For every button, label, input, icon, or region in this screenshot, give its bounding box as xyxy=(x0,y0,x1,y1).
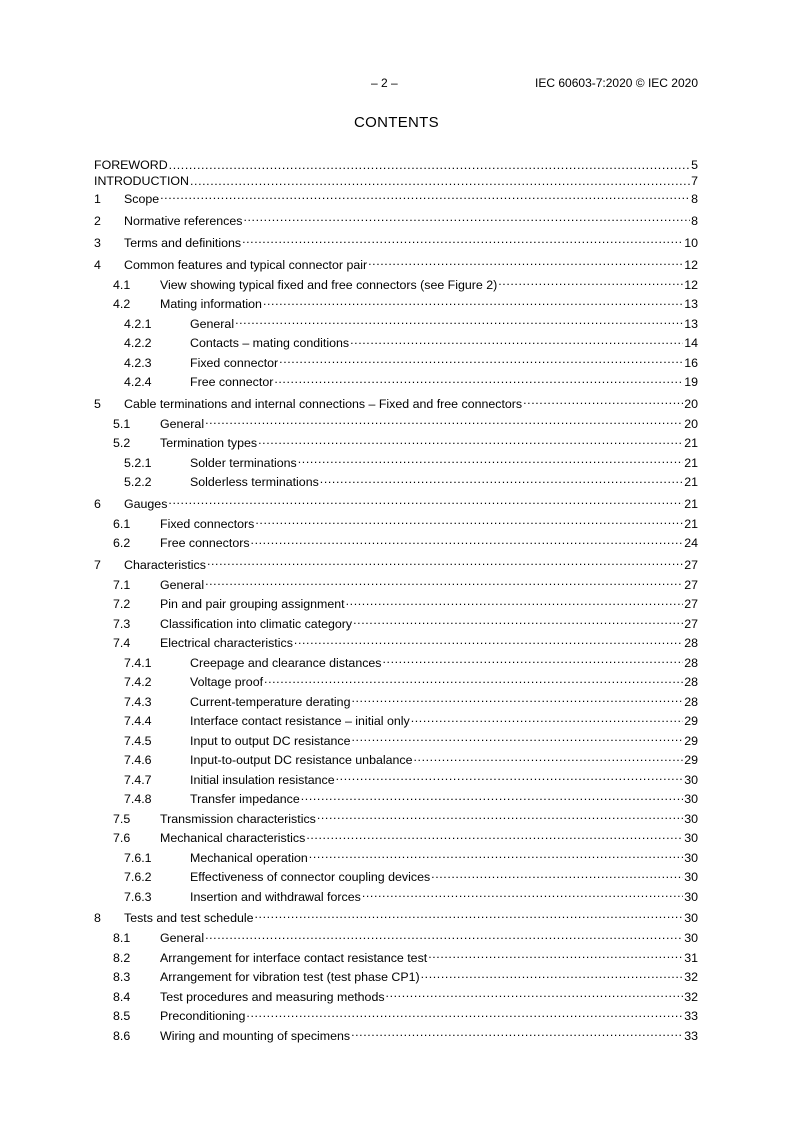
toc-dot-leader xyxy=(523,395,683,407)
toc-entry-title: General xyxy=(160,416,205,431)
toc-entry-title: Creepage and clearance distances xyxy=(190,655,382,670)
toc-entry-title: INTRODUCTION xyxy=(94,173,189,188)
toc-entry-page: 13 xyxy=(684,297,698,312)
toc-entry-number: 8.4 xyxy=(113,989,131,1004)
toc-entry[interactable] xyxy=(94,295,698,315)
toc-entry-page: 30 xyxy=(684,850,698,865)
toc-entry-title: Initial insulation resistance xyxy=(190,772,335,787)
toc-entry-number: 6.2 xyxy=(113,536,131,551)
toc-entry-page: 30 xyxy=(684,911,698,926)
toc-entry[interactable] xyxy=(94,712,698,732)
toc-entry-page: 33 xyxy=(684,1028,698,1043)
toc-entry-number: 6.1 xyxy=(113,516,131,531)
toc-entry[interactable] xyxy=(94,968,698,988)
toc-entry-title: View showing typical fixed and free connectors (see Figure 2) xyxy=(160,277,498,292)
toc-entry-title: Solderless terminations xyxy=(190,475,319,490)
toc-dot-leader xyxy=(428,949,683,961)
toc-entry-page: 7 xyxy=(691,173,698,188)
toc-entry-page: 21 xyxy=(684,516,698,531)
toc-entry-number: 7.4.7 xyxy=(124,772,152,787)
toc-entry[interactable] xyxy=(94,232,698,254)
toc-entry[interactable] xyxy=(94,615,698,635)
toc-entry-number: 1 xyxy=(94,191,101,206)
toc-entry-number: 4.2.1 xyxy=(124,316,152,331)
toc-entry-title: Arrangement for vibration test (test phase CP1) xyxy=(160,970,420,985)
toc-dot-leader xyxy=(351,732,683,744)
toc-dot-leader xyxy=(243,212,690,224)
toc-entry-number: 8.6 xyxy=(113,1028,131,1043)
toc-dot-leader xyxy=(301,791,683,803)
toc-entry-number: 7.4.1 xyxy=(124,655,152,670)
toc-dot-leader xyxy=(160,190,690,202)
toc-entry-page: 5 xyxy=(691,158,698,173)
toc-entry[interactable] xyxy=(94,888,698,908)
page-number: – 2 – xyxy=(371,76,398,90)
toc-entry[interactable] xyxy=(94,210,698,232)
toc-entry-title: Contacts – mating conditions xyxy=(190,336,350,351)
toc-entry-number: 5 xyxy=(94,396,101,411)
toc-entry[interactable] xyxy=(94,172,698,187)
toc-dot-leader xyxy=(169,157,690,169)
toc-dot-leader xyxy=(320,474,683,486)
toc-entry-title: Interface contact resistance – initial only xyxy=(190,714,410,729)
toc-entry-number: 7.6.2 xyxy=(124,870,152,885)
toc-entry[interactable] xyxy=(94,810,698,830)
toc-entry-title: Current-temperature derating xyxy=(190,694,351,709)
toc-entry-number: 2 xyxy=(94,213,101,228)
toc-dot-leader xyxy=(255,910,684,922)
toc-entry[interactable] xyxy=(94,988,698,1008)
toc-entry-page: 21 xyxy=(684,455,698,470)
toc-entry-page: 20 xyxy=(684,396,698,411)
toc-entry-title: General xyxy=(190,316,235,331)
toc-entry[interactable] xyxy=(94,654,698,674)
toc-entry-page: 30 xyxy=(684,772,698,787)
toc-entry-page: 29 xyxy=(684,733,698,748)
toc-entry[interactable] xyxy=(94,595,698,615)
toc-dot-leader xyxy=(258,435,683,447)
toc-dot-leader xyxy=(263,296,683,308)
toc-entry-page: 27 xyxy=(684,577,698,592)
toc-entry[interactable] xyxy=(94,751,698,771)
toc-entry-title: Input-to-output DC resistance unbalance xyxy=(190,753,413,768)
toc-dot-leader xyxy=(205,930,683,942)
toc-entry-page: 30 xyxy=(684,831,698,846)
toc-dot-leader xyxy=(353,615,683,627)
toc-entry[interactable] xyxy=(94,790,698,810)
toc-entry-page: 12 xyxy=(684,257,698,272)
toc-dot-leader xyxy=(336,771,684,783)
toc-entry-number: 7.4.5 xyxy=(124,733,152,748)
toc-entry-title: Normative references xyxy=(124,213,243,228)
toc-entry[interactable] xyxy=(94,634,698,654)
toc-entry[interactable] xyxy=(94,554,698,576)
toc-entry-page: 19 xyxy=(684,375,698,390)
toc-entry-page: 28 xyxy=(684,675,698,690)
toc-entry-number: 8.1 xyxy=(113,931,131,946)
toc-entry-number: 4 xyxy=(94,257,101,272)
toc-dot-leader xyxy=(362,888,683,900)
toc-entry[interactable] xyxy=(94,454,698,474)
toc-entry-title: Tests and test schedule xyxy=(124,911,254,926)
toc-dot-leader xyxy=(207,556,683,568)
toc-entry-title: Input to output DC resistance xyxy=(190,733,351,748)
toc-entry[interactable] xyxy=(94,415,698,435)
toc-entry-page: 28 xyxy=(684,636,698,651)
toc-entry[interactable] xyxy=(94,188,698,210)
toc-entry-page: 27 xyxy=(684,597,698,612)
toc-entry-page: 32 xyxy=(684,989,698,1004)
toc-entry[interactable] xyxy=(94,493,698,515)
toc-entry-number: 8 xyxy=(94,911,101,926)
toc-entry-title: Free connectors xyxy=(160,536,250,551)
toc-entry[interactable] xyxy=(94,576,698,596)
toc-entry[interactable] xyxy=(94,334,698,354)
toc-entry-title: Arrangement for interface contact resistance test xyxy=(160,950,428,965)
toc-entry-page: 21 xyxy=(684,436,698,451)
toc-entry-number: 4.1 xyxy=(113,277,131,292)
toc-entry-title: Electrical characteristics xyxy=(160,636,293,651)
toc-entry[interactable] xyxy=(94,693,698,713)
toc-entry-title: Effectiveness of connector coupling devices xyxy=(190,870,431,885)
toc-entry-page: 30 xyxy=(684,889,698,904)
toc-entry-page: 16 xyxy=(684,355,698,370)
toc-entry-number: 4.2.2 xyxy=(124,336,152,351)
toc-entry[interactable] xyxy=(94,354,698,374)
toc-entry-number: 5.1 xyxy=(113,416,131,431)
toc-dot-leader xyxy=(413,752,683,764)
toc-entry-page: 27 xyxy=(684,616,698,631)
toc-entry[interactable] xyxy=(94,1007,698,1027)
toc-dot-leader xyxy=(309,849,683,861)
toc-entry-number: 4.2 xyxy=(113,297,131,312)
toc-entry[interactable] xyxy=(94,929,698,949)
toc-dot-leader xyxy=(264,674,683,686)
toc-entry-number: 7.4.6 xyxy=(124,753,152,768)
toc-entry-page: 12 xyxy=(684,277,698,292)
toc-entry-page: 21 xyxy=(684,496,698,511)
toc-entry-number: 7 xyxy=(94,557,101,572)
toc-entry-page: 30 xyxy=(684,811,698,826)
toc-dot-leader xyxy=(350,335,683,347)
toc-entry-number: 7.6.3 xyxy=(124,889,152,904)
toc-dot-leader xyxy=(351,1027,683,1039)
toc-dot-leader xyxy=(421,969,684,981)
toc-entry[interactable] xyxy=(94,673,698,693)
toc-entry-page: 8 xyxy=(691,213,698,228)
toc-entry-page: 8 xyxy=(691,191,698,206)
toc-entry-title: Insertion and withdrawal forces xyxy=(190,889,361,904)
toc-entry-title: Fixed connectors xyxy=(160,516,255,531)
toc-entry-page: 27 xyxy=(684,557,698,572)
toc-dot-leader xyxy=(498,276,683,288)
toc-dot-leader xyxy=(294,635,683,647)
table-of-contents xyxy=(94,157,698,1046)
toc-entry-title: General xyxy=(160,577,205,592)
toc-dot-leader xyxy=(168,495,683,507)
toc-entry-number: 7.4.4 xyxy=(124,714,152,729)
toc-entry[interactable] xyxy=(94,907,698,929)
toc-dot-leader xyxy=(190,172,690,184)
toc-entry-page: 28 xyxy=(684,694,698,709)
toc-entry-number: 7.4.3 xyxy=(124,694,152,709)
toc-entry-number: 5.2.2 xyxy=(124,475,152,490)
toc-entry[interactable] xyxy=(94,434,698,454)
toc-dot-leader xyxy=(383,654,684,666)
toc-entry-number: 4.2.3 xyxy=(124,355,152,370)
toc-entry-page: 30 xyxy=(684,931,698,946)
toc-dot-leader xyxy=(274,374,683,386)
toc-entry-page: 21 xyxy=(684,475,698,490)
toc-entry-number: 7.3 xyxy=(113,616,131,631)
toc-entry-title: Mechanical characteristics xyxy=(160,831,306,846)
toc-entry[interactable] xyxy=(94,515,698,535)
toc-entry-page: 24 xyxy=(684,536,698,551)
toc-entry-number: 5.2.1 xyxy=(124,455,152,470)
toc-entry-title: Wiring and mounting of specimens xyxy=(160,1028,351,1043)
toc-entry[interactable] xyxy=(94,868,698,888)
toc-entry-title: Solder terminations xyxy=(190,455,297,470)
page-title: CONTENTS xyxy=(354,114,439,131)
toc-entry[interactable] xyxy=(94,1027,698,1047)
toc-entry[interactable] xyxy=(94,849,698,869)
toc-entry-title: Classification into climatic category xyxy=(160,616,353,631)
toc-dot-leader xyxy=(317,810,683,822)
toc-dot-leader xyxy=(368,256,683,268)
toc-dot-leader xyxy=(306,830,683,842)
toc-dot-leader xyxy=(386,988,684,1000)
toc-entry[interactable] xyxy=(94,393,698,415)
toc-entry-page: 28 xyxy=(684,655,698,670)
toc-dot-leader xyxy=(255,515,683,527)
toc-entry-title: Voltage proof xyxy=(190,675,264,690)
toc-entry-title: Fixed connector xyxy=(190,355,279,370)
toc-entry-title: Cable terminations and internal connections – Fixed and free connectors xyxy=(124,396,523,411)
toc-entry-page: 29 xyxy=(684,753,698,768)
toc-entry-number: 7.2 xyxy=(113,597,131,612)
toc-entry-page: 30 xyxy=(684,870,698,885)
toc-entry-page: 10 xyxy=(684,235,698,250)
toc-entry-title: Mating information xyxy=(160,297,262,312)
toc-entry-title: Transfer impedance xyxy=(190,792,300,807)
toc-entry-page: 13 xyxy=(684,316,698,331)
toc-entry-title: Termination types xyxy=(160,436,258,451)
toc-entry-title: Preconditioning xyxy=(160,1009,246,1024)
toc-entry-title: Test procedures and measuring methods xyxy=(160,989,385,1004)
page-header xyxy=(0,76,793,92)
toc-entry-title: Gauges xyxy=(124,496,168,511)
document-id: IEC 60603-7:2020 © IEC 2020 xyxy=(535,76,698,90)
toc-entry-number: 7.1 xyxy=(113,577,131,592)
toc-entry-number: 8.2 xyxy=(113,950,131,965)
toc-entry-title: Mechanical operation xyxy=(190,850,308,865)
toc-entry[interactable] xyxy=(94,157,698,172)
toc-dot-leader xyxy=(235,315,683,327)
toc-entry-page: 14 xyxy=(684,336,698,351)
toc-entry-page: 29 xyxy=(684,714,698,729)
toc-entry-number: 7.4 xyxy=(113,636,131,651)
toc-entry-page: 31 xyxy=(684,950,698,965)
toc-entry-page: 20 xyxy=(684,416,698,431)
toc-entry-page: 33 xyxy=(684,1009,698,1024)
toc-dot-leader xyxy=(279,354,683,366)
toc-dot-leader xyxy=(298,454,683,466)
toc-entry-number: 7.4.8 xyxy=(124,792,152,807)
toc-entry-number: 7.4.2 xyxy=(124,675,152,690)
toc-entry-page: 32 xyxy=(684,970,698,985)
toc-dot-leader xyxy=(411,713,683,725)
toc-entry-number: 7.6 xyxy=(113,831,131,846)
toc-entry-title: Common features and typical connector pair xyxy=(124,257,368,272)
toc-entry[interactable] xyxy=(94,473,698,493)
toc-entry[interactable] xyxy=(94,373,698,393)
toc-dot-leader xyxy=(242,234,683,246)
toc-entry-title: Terms and definitions xyxy=(124,235,242,250)
toc-entry[interactable] xyxy=(94,276,698,296)
toc-entry[interactable] xyxy=(94,829,698,849)
toc-entry-page: 30 xyxy=(684,792,698,807)
toc-dot-leader xyxy=(346,596,684,608)
toc-entry-title: Characteristics xyxy=(124,557,206,572)
toc-entry[interactable] xyxy=(94,771,698,791)
toc-entry-title: Free connector xyxy=(190,375,274,390)
toc-entry[interactable] xyxy=(94,732,698,752)
toc-entry-number: 7.6.1 xyxy=(124,850,152,865)
toc-entry-title: Transmission characteristics xyxy=(160,811,316,826)
toc-dot-leader xyxy=(351,693,683,705)
toc-entry-title: Pin and pair grouping assignment xyxy=(160,597,345,612)
toc-entry[interactable] xyxy=(94,254,698,276)
toc-dot-leader xyxy=(431,869,683,881)
toc-entry-number: 8.3 xyxy=(113,970,131,985)
toc-dot-leader xyxy=(205,576,683,588)
toc-entry-number: 5.2 xyxy=(113,436,131,451)
toc-dot-leader xyxy=(251,535,684,547)
toc-dot-leader xyxy=(205,415,683,427)
toc-entry[interactable] xyxy=(94,949,698,969)
toc-entry-title: FOREWORD xyxy=(94,158,168,173)
toc-entry[interactable] xyxy=(94,315,698,335)
toc-entry[interactable] xyxy=(94,534,698,554)
toc-entry-number: 6 xyxy=(94,496,101,511)
toc-entry-title: Scope xyxy=(124,191,160,206)
toc-entry-number: 7.5 xyxy=(113,811,131,826)
toc-entry-title: General xyxy=(160,931,205,946)
toc-dot-leader xyxy=(246,1008,683,1020)
toc-entry-number: 8.5 xyxy=(113,1009,131,1024)
toc-entry-number: 4.2.4 xyxy=(124,375,152,390)
toc-entry-number: 3 xyxy=(94,235,101,250)
